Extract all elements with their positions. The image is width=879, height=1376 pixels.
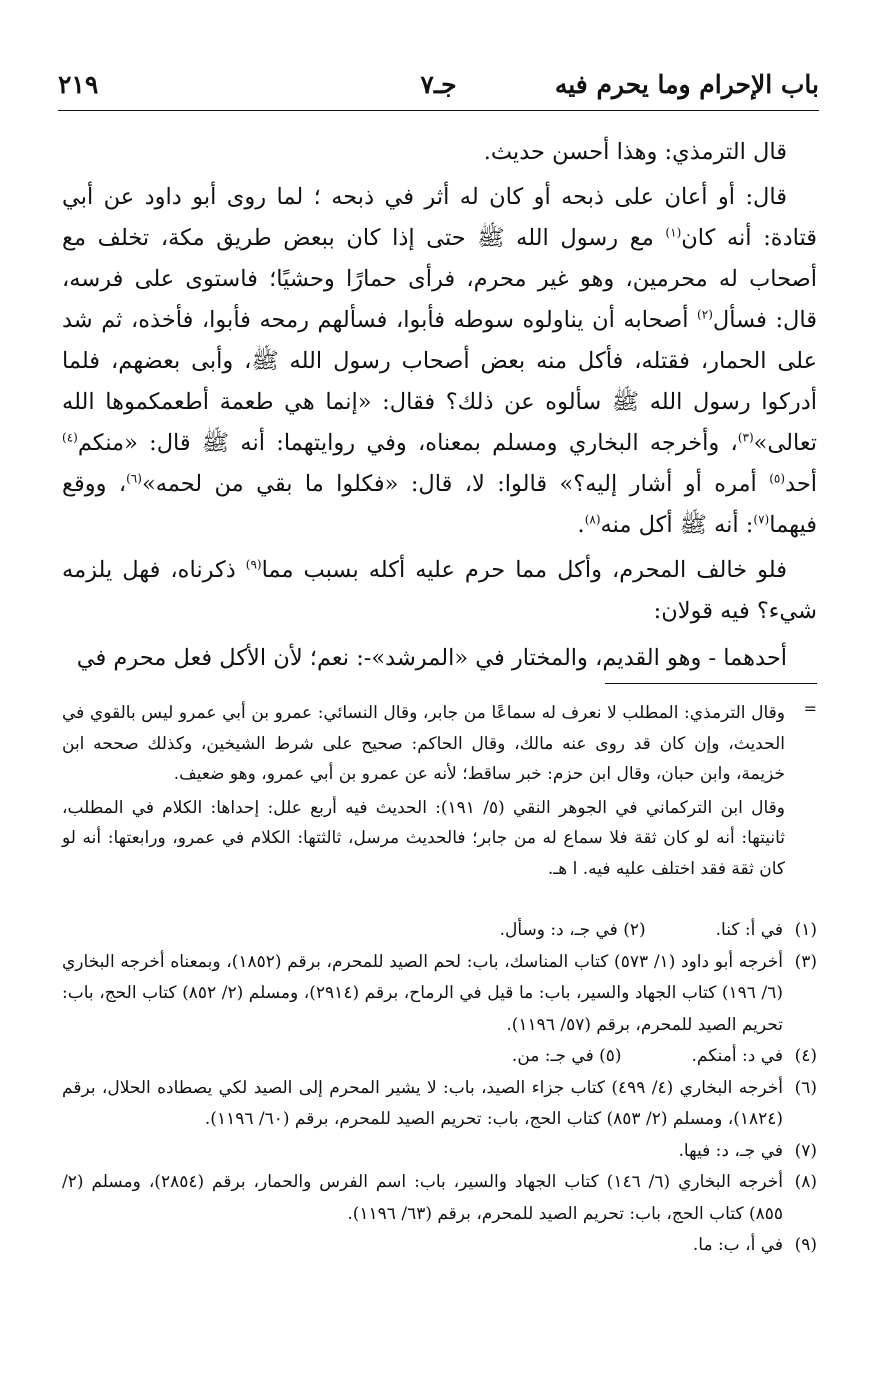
footnote-text: في جـ، د: فيها. xyxy=(678,1140,783,1161)
footnote-number: (٧) xyxy=(794,1140,817,1161)
paragraph: أحدهما - وهو القديم، والمختار في «المرشد»-: نعم؛ لأن الأكل فعل محرم في xyxy=(76,645,787,671)
footnote-text: وقال الترمذي: المطلب لا نعرف له سماعًا من جابر، وقال النسائي: عمرو بن أبي عمرو ليس بالقوي في الحديث، وإن كان قد روى عنه مالك، وقال الحاكم: صحيح على شرط الشيخين، وكذلك صححه ابن خزيمة، وابن حبان، وقال ابن حزم: خبر ساقط؛ لأنه عن عمرو بن أبي عمرو، وهو ضعيف. xyxy=(62,703,785,784)
paragraph: قال: أو أعان على ذبحه أو كان له أثر في ذبحه ؛ لما روى أبو داود عن أبي قتادة: أنه كان$^{(١)}$ مع رسول الله ﷺ حتى إذا كان ببعض طريق مكة، تخلف مع أصحاب له محرمين، وهو غير محرم، فرأى حمارًا وحشيًا؛ فاستوى على فرسه، قال: فسأل$^{(٢)}$ أصحابه أن يناولوه سوطه فأبوا، فسألهم رمحه فأبوا، فأخذه، ثم شد على الحمار، فقتله، فأكل منه بعض أصحاب رسول الله ﷺ، وأبى بعضهم، فلما أدركوا رسول الله ﷺ سألوه عن ذلك؟ فقال: «إنما هي طعمة أطعمكموها الله تعالى»$^{(٣)}$، وأخرجه البخاري ومسلم بمعناه، وفي روايتهما: أنه ﷺ قال: «منكم$^{(٤)}$ أحد$^{(٥)}$ أمره أو أشار إليه؟» قالوا: لا، قال: «فكلوا ما بقي من لحمه»$^{(٦)}$، ووقع فيهما$^{(٧)}$: أنه ﷺ أكل منه$^{(٨)}$. xyxy=(62,184,817,538)
volume-label: جـ٧ xyxy=(420,70,457,99)
footnote-text: في جـ: من. xyxy=(511,1046,594,1066)
footnote-text: وقال ابن التركماني في الجوهر النقي (٥/ ١٩١): الحديث فيه أربع علل: إحداها: الكلام في المطلب، ثانيتها: أنه لو كان ثقة فلا سماع له من جابر؛ فالحديث مرسل، ثالثتها: الكلام في عمرو، ورابعتها: أنه لو كان ثقة فقد اختلف عليه فيه. ا هـ. xyxy=(62,797,785,879)
footnote xyxy=(62,1230,817,1262)
footnote-text: في جـ، د: وسأل. xyxy=(499,920,618,940)
chapter-title: باب الإحرام وما يحرم فيه xyxy=(554,70,819,99)
footnote xyxy=(62,1073,817,1136)
footnotes xyxy=(62,915,817,1262)
footnote-ref: (٥) xyxy=(769,471,786,486)
footnote-ref: (٣) xyxy=(737,430,754,445)
footnote-text: في د: أمنكم. xyxy=(691,1046,783,1066)
footnote-text: في أ، ب: ما. xyxy=(692,1235,783,1255)
footnote-ref: (١) xyxy=(665,225,682,240)
footnote xyxy=(62,1136,817,1168)
footnote-number: (٥) xyxy=(599,1046,622,1066)
footnote xyxy=(62,915,817,947)
footnote xyxy=(62,1167,817,1230)
footnote-number: (٩) xyxy=(794,1235,817,1255)
footnote-number: (٣) xyxy=(794,951,817,972)
footnote-ref: (٢) xyxy=(697,307,713,322)
page-number: ٢١٩ xyxy=(58,70,99,99)
main-text xyxy=(62,132,817,683)
footnote-text: أخرجه البخاري (٤/ ٤٩٩) كتاب جزاء الصيد، باب: لا يشير المحرم إلى الصيد لكي يصطاده الحلال، برقم (١٨٢٤)، ومسلم (٢/ ٨٥٣) كتاب الحج، باب: تحريم الصيد للمحرم، برقم (٦٠/ ١١٩٦). xyxy=(62,1077,783,1129)
footnote-number: (٦) xyxy=(794,1077,817,1098)
footnote-number: (٨) xyxy=(794,1172,817,1192)
footnote xyxy=(62,947,817,1042)
paragraph: فلو خالف المحرم، وأكل مما حرم عليه أكله بسبب مما$^{(٩)}$ ذكرناه، فهل يلزمه شيء؟ فيه قولان: xyxy=(62,557,817,624)
footnote-separator xyxy=(605,683,817,684)
running-header xyxy=(58,70,819,110)
footnote-ref: (٤) xyxy=(62,430,78,445)
header-rule xyxy=(58,110,819,111)
footnote-number: (٤) xyxy=(794,1046,817,1066)
continuation-mark: = xyxy=(803,699,817,718)
footnote-ref: (٦) xyxy=(126,471,142,486)
footnote-ref: (٨) xyxy=(584,512,601,527)
footnote-number: (١) xyxy=(794,920,817,940)
footnote-text: في أ: كنا. xyxy=(715,920,783,940)
footnote-number: (٢) xyxy=(623,920,646,940)
footnote-ref: (٧) xyxy=(753,512,770,527)
footnote xyxy=(62,1041,817,1073)
footnote-text: أخرجه أبو داود (١/ ٥٧٣) كتاب المناسك، باب: لحم الصيد للمحرم، برقم (١٨٥٢)، وبمعناه أخرجه البخاري (٦/ ١٩٦) كتاب الجهاد والسير، باب: ما قيل في الرماح، برقم (٢٩١٤)، ومسلم (٢/ ٨٥٢) كتاب الحج، باب: تحريم الصيد للمحرم، برقم (٥٧/ ١١٩٦). xyxy=(62,951,784,1035)
footnote-text: أخرجه البخاري (٦/ ١٤٦) كتاب الجهاد والسير، باب: اسم الفرس والحمار، برقم (٢٨٥٤)، ومسلم (٢/ ٨٥٥) كتاب الحج، باب: تحريم الصيد للمحرم، برقم (٦٣/ ١١٩٦). xyxy=(62,1172,784,1224)
paragraph: قال الترمذي: وهذا أحسن حديث. xyxy=(483,139,787,165)
footnote-ref: (٩) xyxy=(245,557,262,572)
footnote-continuation xyxy=(62,698,817,887)
